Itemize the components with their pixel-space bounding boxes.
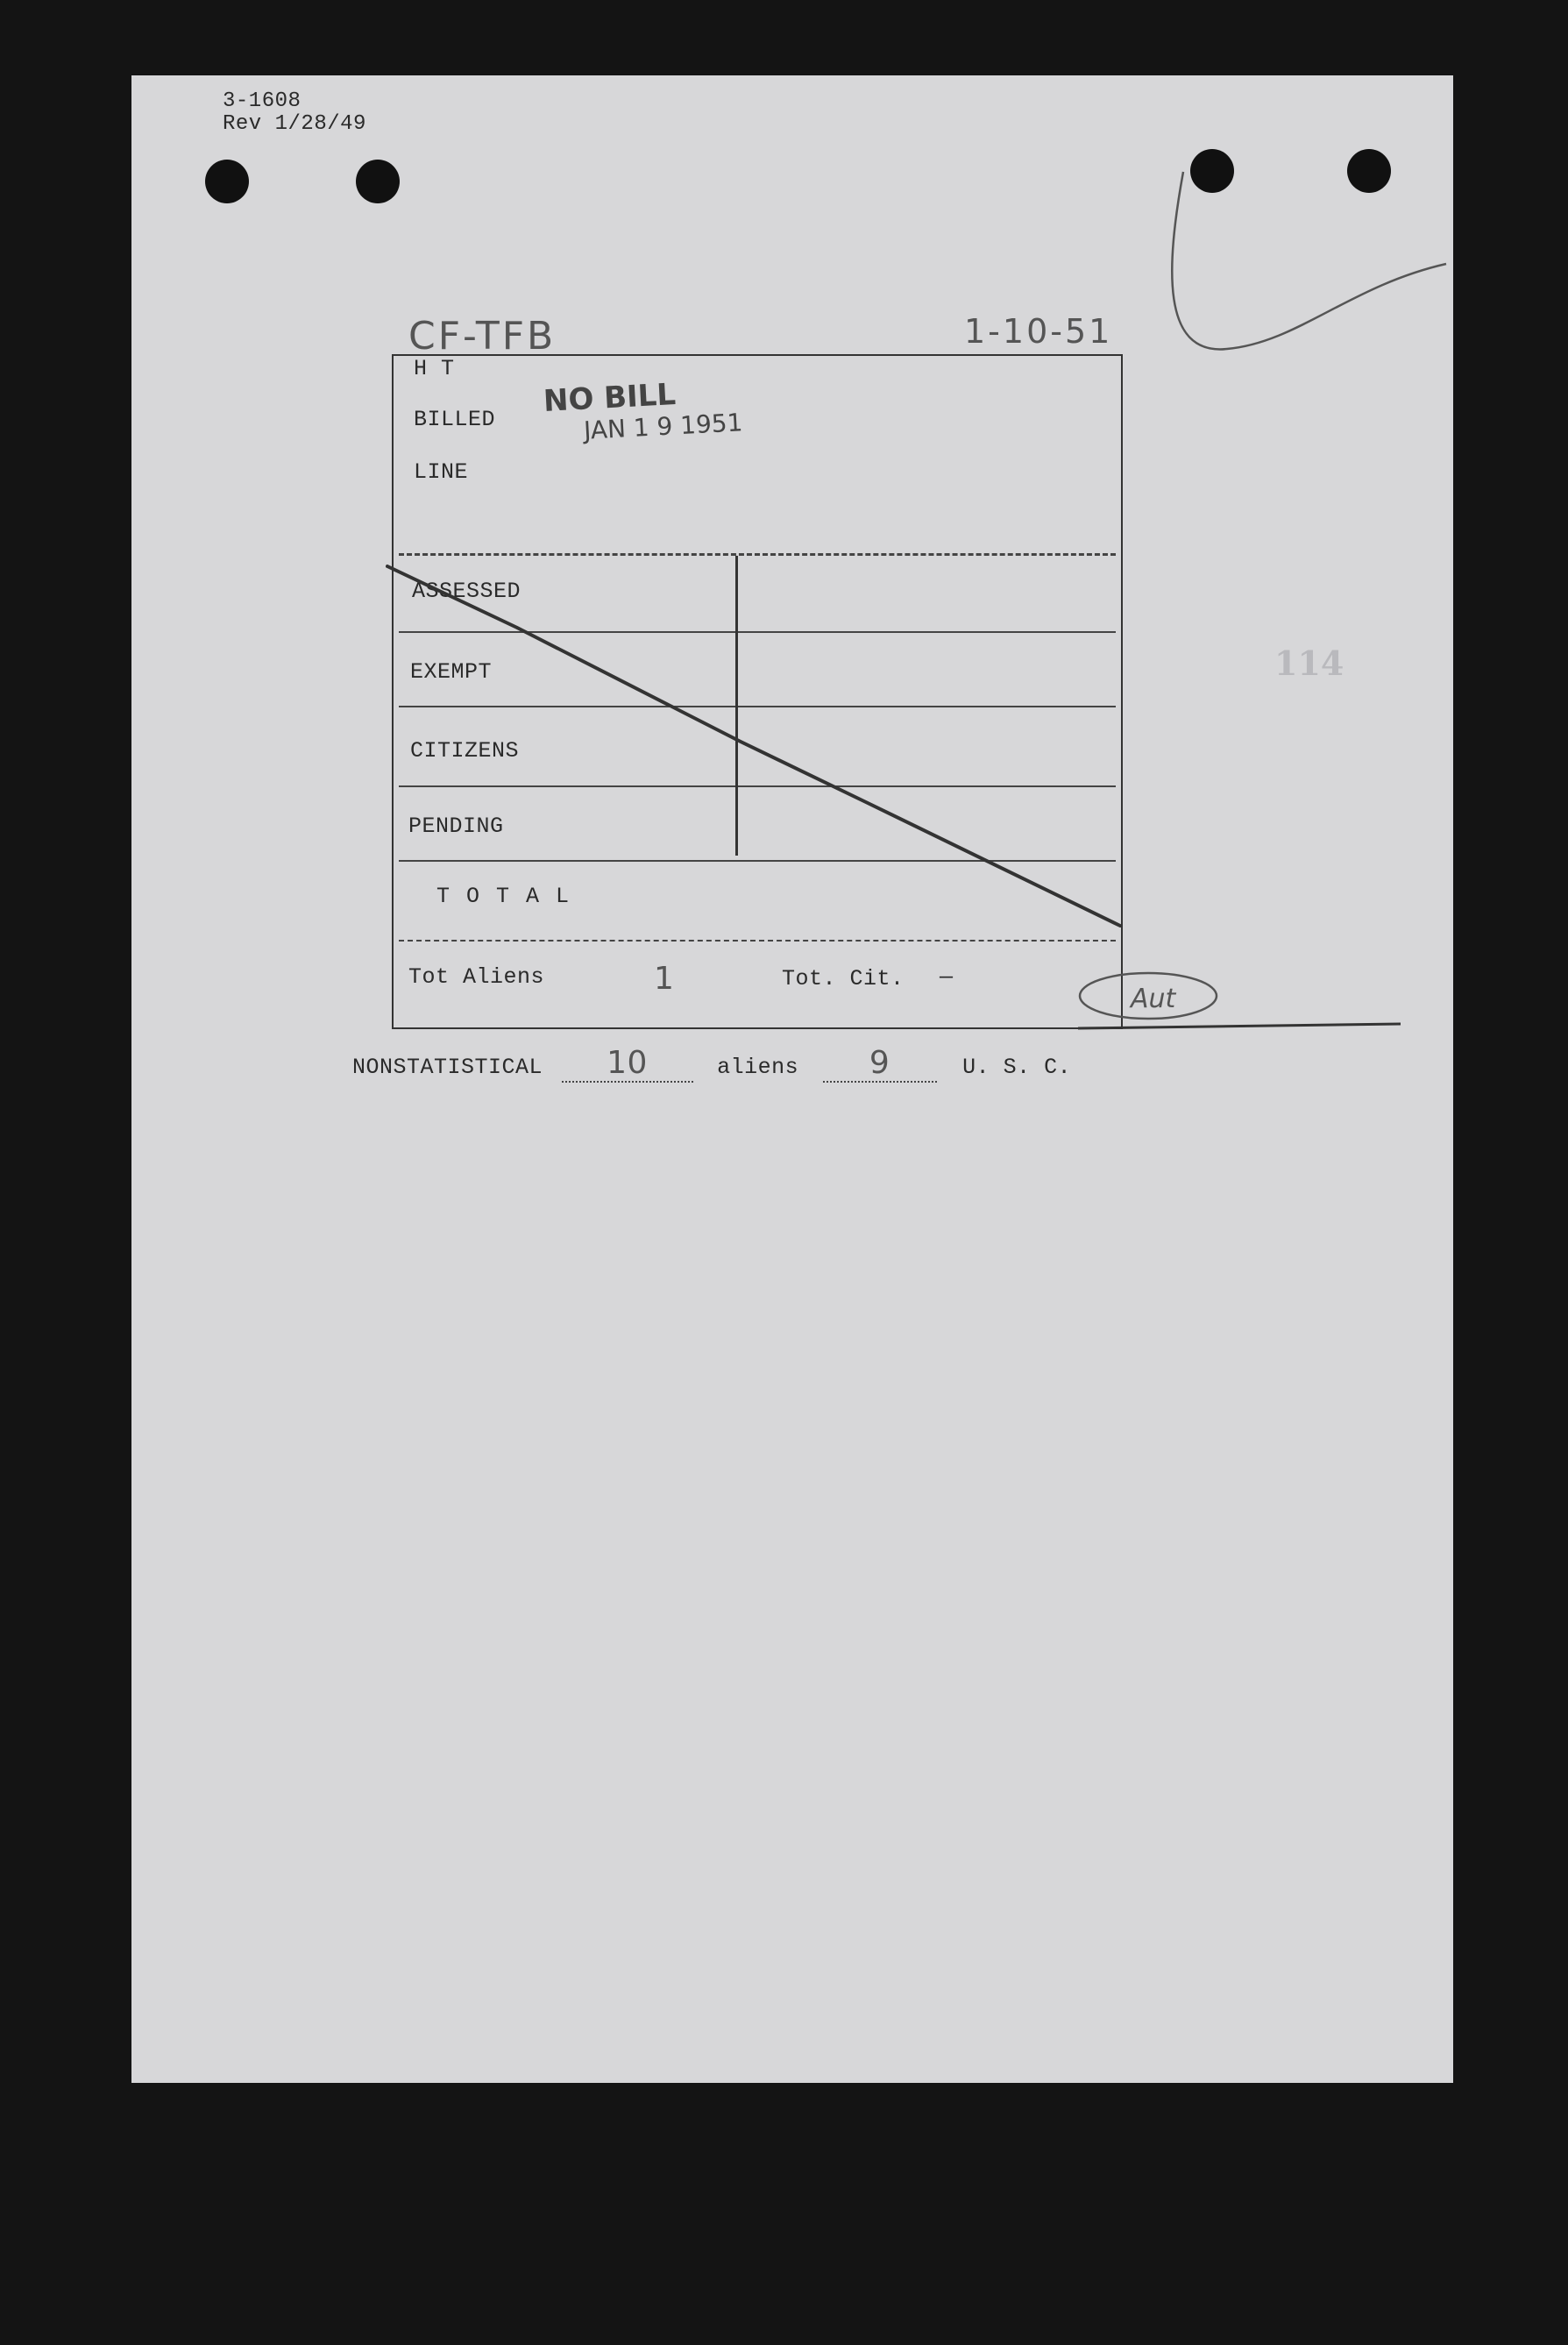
- initials-circle: [1052, 970, 1402, 1040]
- handwritten-code: CF-TFB: [408, 314, 557, 359]
- row-label-pending: PENDING: [408, 814, 504, 839]
- tot-aliens-value: 1: [654, 961, 674, 997]
- aliens-blank: [562, 1045, 693, 1083]
- tot-cit-label: Tot. Cit.: [782, 966, 905, 991]
- nonstatistical-line: [352, 1045, 1071, 1083]
- nonstatistical-aliens-value: 10: [607, 1045, 648, 1081]
- billed-label: BILLED: [414, 407, 496, 432]
- nonstatistical-usc-label: U. S. C.: [962, 1055, 1072, 1080]
- no-bill-stamp: NO BILL: [543, 377, 678, 419]
- rule-after-header: [399, 553, 1116, 556]
- handwritten-date: 1-10-51: [964, 312, 1113, 351]
- usc-blank: [823, 1045, 937, 1083]
- handwritten-initials: Aut: [1131, 984, 1176, 1014]
- line-label: LINE: [414, 459, 469, 485]
- punch-hole-left-2: [356, 160, 400, 203]
- row-label-exempt: EXEMPT: [410, 659, 493, 685]
- nonstatistical-aliens-label: aliens: [717, 1055, 799, 1080]
- punch-hole-left-1: [205, 160, 249, 203]
- row-label-citizens: CITIZENS: [410, 738, 520, 764]
- nonstatistical-label: NONSTATISTICAL: [352, 1055, 543, 1080]
- stamp-date: JAN 1 9 1951: [583, 408, 744, 445]
- diagonal-cancel-line: [386, 558, 1131, 1013]
- tot-cit-value: —: [940, 964, 954, 990]
- row-label-assessed: ASSESSED: [412, 579, 521, 604]
- ht-label: H T: [414, 356, 455, 381]
- form-number: 3-1608: [223, 89, 302, 113]
- tot-aliens-label: Tot Aliens: [408, 964, 545, 990]
- total-label: T O T A L: [436, 884, 571, 909]
- nonstatistical-usc-value: 9: [869, 1045, 890, 1081]
- margin-number: 114: [1274, 643, 1345, 683]
- document-page: [131, 75, 1453, 2083]
- form-revision: Rev 1/28/49: [223, 112, 366, 136]
- pencil-curve-mark: [1148, 163, 1453, 444]
